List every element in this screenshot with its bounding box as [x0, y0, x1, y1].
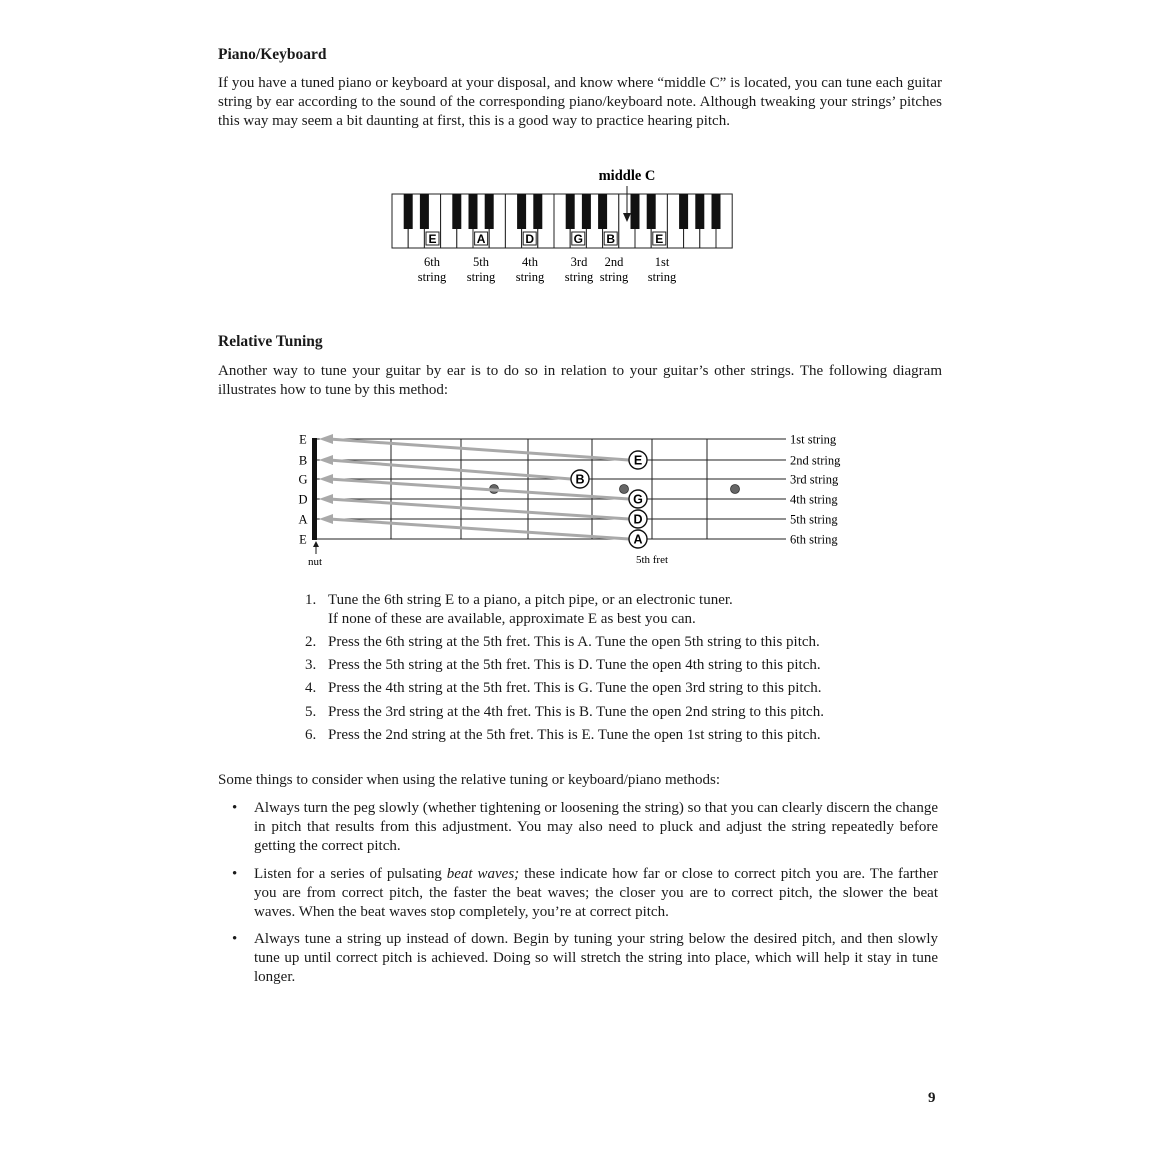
- step-text: Tune the 6th string E to a piano, a pitch pipe, or an electronic tuner.: [328, 592, 733, 608]
- middle-c-label: middle C: [598, 168, 656, 184]
- piano-black-key: [695, 194, 704, 229]
- piano-black-key: [598, 194, 607, 229]
- string-name-label: 5th string: [790, 512, 838, 527]
- piano-black-key: [469, 194, 478, 229]
- open-string-note: G: [298, 472, 308, 487]
- piano-black-key: [404, 194, 413, 229]
- tuning-arrow-line: [329, 439, 629, 460]
- string-ordinal-label: 2nd: [604, 255, 624, 269]
- piano-black-key: [712, 194, 721, 229]
- fret-marker-dot: [731, 485, 740, 494]
- note-key-label: E: [428, 232, 437, 246]
- piano-black-key: [420, 194, 429, 229]
- piano-keyboard-diagram: [0, 0, 1152, 300]
- section-heading-piano-keyboard: Piano/Keyboard: [218, 46, 327, 63]
- fretboard-tuning-diagram: [0, 420, 1152, 580]
- string-name-label: 3rd string: [790, 472, 839, 487]
- string-word-label: string: [647, 270, 677, 284]
- open-string-note: E: [299, 432, 307, 447]
- fifth-fret-label: 5th fret: [635, 554, 669, 566]
- step-text: Press the 3rd string at the 4th fret. This is B. Tune the open 2nd string to this pitch.: [328, 703, 824, 720]
- string-name-label: 4th string: [790, 492, 838, 507]
- string-ordinal-label: 1st: [654, 255, 670, 269]
- string-ordinal-label: 6th: [424, 255, 440, 269]
- list-item: [232, 930, 938, 987]
- piano-black-key: [631, 194, 640, 229]
- tuning-arrowhead: [319, 514, 333, 524]
- string-word-label: string: [599, 270, 629, 284]
- list-item: [305, 726, 824, 745]
- section-heading-relative-tuning: Relative Tuning: [218, 333, 323, 350]
- considerations-bullet-list: [232, 799, 938, 996]
- step-number: 3.: [305, 657, 317, 674]
- piano-black-key: [566, 194, 575, 229]
- circled-note-label: D: [633, 512, 643, 527]
- list-item: [232, 799, 938, 856]
- list-item: [305, 656, 824, 675]
- note-key-label: B: [606, 232, 616, 246]
- step-text: Press the 5th string at the 5th fret. This is D. Tune the open 4th string to this pitch.: [328, 657, 821, 674]
- step-text: Press the 6th string at the 5th fret. This is A. Tune the open 5th string to this pitch.: [328, 633, 820, 650]
- nut-pointer-arrowhead: [313, 541, 319, 547]
- circled-note-label: A: [633, 532, 643, 547]
- piano-keyboard-paragraph: If you have a tuned piano or keyboard at your disposal, and know where “middle C” is located, you can tune each guitar string by ear according to the sound of the corresponding piano/keyboard note. Although tweaking your strings’ pitches this way may seem a bit daunting at first, this is a good way to practice hearing pitch.: [218, 75, 942, 129]
- circled-note-label: B: [575, 472, 585, 487]
- tuning-arrowhead: [319, 494, 333, 504]
- note-key-label: D: [525, 232, 535, 246]
- tuning-arrowhead: [319, 434, 333, 444]
- piano-black-key: [582, 194, 591, 229]
- list-item: [305, 633, 824, 652]
- circled-note-label: G: [633, 492, 643, 507]
- string-ordinal-label: 4th: [522, 255, 538, 269]
- page-number: 9: [928, 1090, 936, 1106]
- piano-black-key: [533, 194, 542, 229]
- bullet-symbol: •: [232, 800, 238, 816]
- step-number: 2.: [305, 633, 317, 650]
- string-ordinal-label: 5th: [473, 255, 489, 269]
- list-item: [305, 679, 824, 698]
- circled-note-label: E: [633, 453, 643, 468]
- list-item: [232, 865, 938, 922]
- fret-marker-dot: [620, 485, 629, 494]
- tuning-arrow-line: [329, 499, 629, 519]
- list-item: [305, 703, 824, 722]
- string-ordinal-label: 3rd: [570, 255, 588, 269]
- open-string-note: E: [299, 532, 307, 547]
- piano-black-key: [647, 194, 656, 229]
- note-key-label: E: [655, 232, 664, 246]
- tuning-steps-list: [305, 591, 824, 749]
- string-name-label: 1st string: [790, 432, 837, 447]
- step-text-continued: If none of these are available, approximate E as best you can.: [328, 610, 696, 627]
- piano-black-key: [517, 194, 526, 229]
- open-string-note: A: [298, 512, 308, 527]
- beat-waves-term: beat waves;: [446, 865, 520, 882]
- string-word-label: string: [564, 270, 594, 284]
- list-item: [305, 591, 824, 628]
- relative-tuning-paragraph: Another way to tune your guitar by ear is to do so in relation to your guitar’s other strings. The following diagram illustrates how to tune by this method:: [218, 363, 942, 398]
- open-string-note: D: [298, 492, 308, 507]
- step-number: 5.: [305, 703, 317, 720]
- step-number: 6.: [305, 726, 317, 743]
- note-key-label: A: [476, 232, 486, 246]
- step-text: Press the 2nd string at the 5th fret. This is E. Tune the open 1st string to this pitch.: [328, 726, 821, 743]
- tuning-arrow-line: [329, 460, 571, 479]
- note-key-label: G: [573, 232, 583, 246]
- bullet-symbol: •: [232, 865, 238, 882]
- bullet-text-continued: these indicate how far or close to correct pitch you are. The farther you are from correct pitch, the faster the beat waves; the closer you are to correct pitch, the slower the beat waves. When the beat waves stop completely, you’re at correct pitch.: [254, 865, 938, 920]
- tuning-arrow-line: [329, 519, 629, 539]
- tuning-arrowhead: [319, 474, 333, 484]
- bullet-symbol: •: [232, 931, 238, 947]
- tuning-arrowhead: [319, 455, 333, 465]
- piano-black-key: [485, 194, 494, 229]
- nut-label: nut: [307, 556, 323, 568]
- bullet-text: Always turn the peg slowly (whether tightening or loosening the string) so that you can clearly discern the change in pitch that results from this adjustment. You may also need to pluck and adjust the string repeatedly before getting the correct pitch.: [254, 800, 938, 854]
- step-number: 4.: [305, 680, 317, 697]
- open-string-note: B: [298, 453, 308, 468]
- nut-bar: [312, 438, 317, 540]
- string-word-label: string: [466, 270, 496, 284]
- step-number: 1.: [305, 592, 317, 608]
- string-name-label: 2nd string: [790, 453, 841, 468]
- piano-black-key: [452, 194, 461, 229]
- string-word-label: string: [417, 270, 447, 284]
- bullet-text: Listen for a series of pulsating: [254, 865, 447, 882]
- string-word-label: string: [515, 270, 545, 284]
- bullet-text: Always tune a string up instead of down. Begin by tuning your string below the desired pitch, and then slowly tune up until correct pitch is achieved. Doing so will stretch the string into place, which will help it stay in tune longer.: [254, 931, 938, 985]
- considerations-intro: Some things to consider when using the relative tuning or keyboard/piano methods:: [218, 772, 720, 788]
- piano-black-key: [679, 194, 688, 229]
- string-name-label: 6th string: [790, 532, 838, 547]
- step-text: Press the 4th string at the 5th fret. This is G. Tune the open 3rd string to this pitch.: [328, 680, 822, 697]
